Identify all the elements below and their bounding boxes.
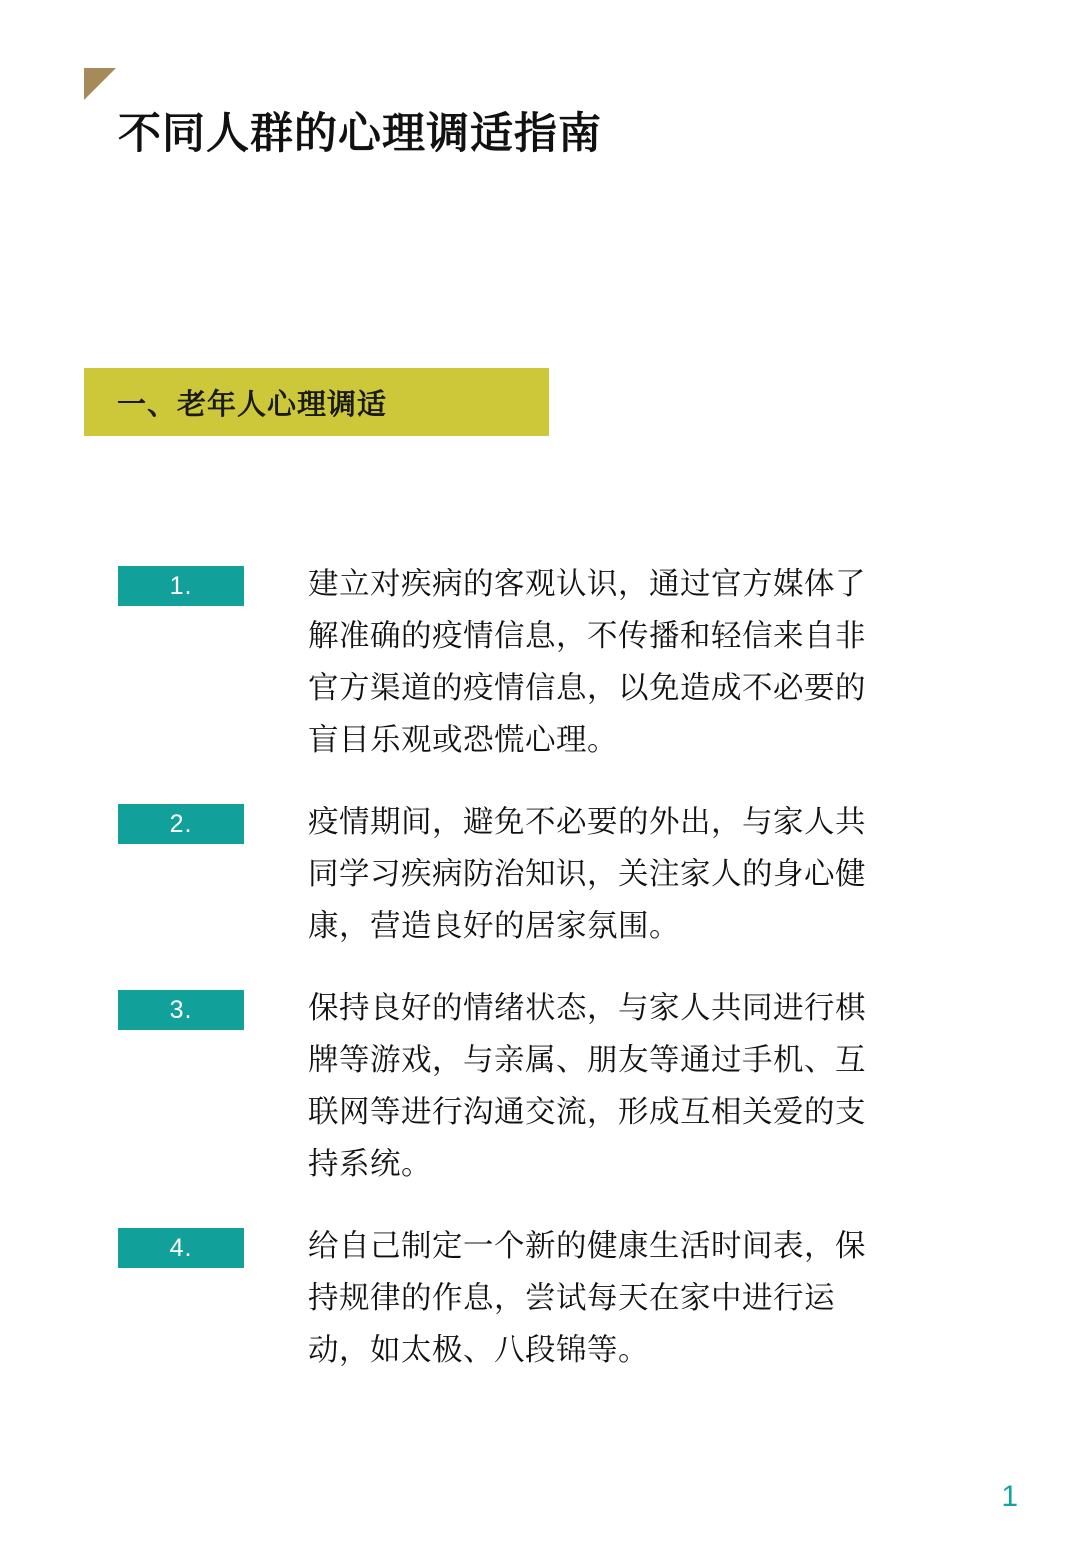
section-heading: 一、老年人心理调适	[117, 388, 388, 421]
list-item-text: 保持良好的情绪状态，与家人共同进行棋牌等游戏，与亲属、朋友等通过手机、互联网等进行沟通交流，形成互相关爱的支持系统。	[308, 991, 866, 1181]
list-item-number: 3.	[118, 990, 244, 1030]
list-item-number: 4.	[118, 1228, 244, 1268]
list-item	[0, 804, 1080, 952]
list-item-text: 给自己制定一个新的健康生活时间表，保持规律的作息，尝试每天在家中进行运动，如太极、八段锦等。	[308, 1229, 866, 1367]
list-item	[0, 566, 1080, 766]
section-banner	[84, 368, 549, 436]
page-number: 1	[1001, 1480, 1018, 1513]
list-item-text: 建立对疾病的客观认识，通过官方媒体了解准确的疫情信息，不传播和轻信来自非官方渠道的疫情信息，以免造成不必要的盲目乐观或恐慌心理。	[308, 567, 866, 757]
banner-fold-decoration	[84, 68, 116, 100]
list-item-text: 疫情期间，避免不必要的外出，与家人共同学习疾病防治知识，关注家人的身心健康，营造良好的居家氛围。	[308, 805, 866, 943]
section-banner-bar	[84, 368, 549, 436]
numbered-list	[0, 566, 1080, 1414]
list-item-number: 1.	[118, 566, 244, 606]
list-item	[0, 1228, 1080, 1376]
list-item-number: 2.	[118, 804, 244, 844]
page-title: 不同人群的心理调适指南	[118, 110, 602, 158]
list-item	[0, 990, 1080, 1190]
